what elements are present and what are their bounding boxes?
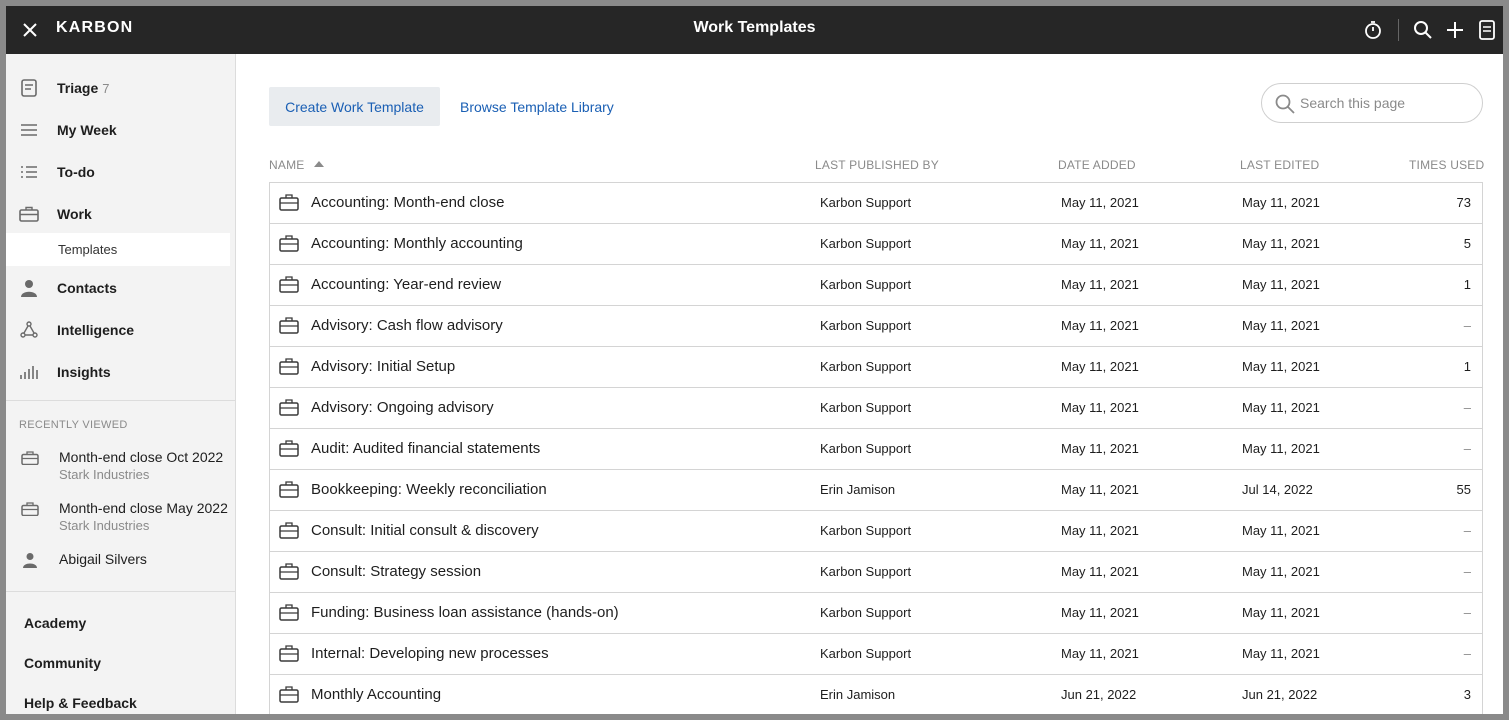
briefcase-icon: [19, 498, 41, 520]
briefcase-icon: [279, 357, 301, 377]
network-icon: [17, 318, 41, 342]
table-row[interactable]: [270, 388, 1482, 429]
briefcase-icon: [279, 275, 301, 295]
table-row[interactable]: [270, 634, 1482, 675]
briefcase-icon: [19, 447, 41, 469]
templates-table: [269, 182, 1483, 714]
table-row[interactable]: [270, 183, 1482, 224]
last-published-by: Karbon Support: [820, 564, 912, 579]
briefcase-icon: [279, 521, 301, 541]
sidebar-item-todo[interactable]: [6, 154, 236, 190]
last-published-by: Karbon Support: [820, 441, 912, 456]
column-header-name[interactable]: [269, 158, 324, 172]
template-name[interactable]: Accounting: Monthly accounting: [311, 235, 523, 252]
sidebar-item-intelligence[interactable]: [6, 312, 236, 348]
column-header-last-edited[interactable]: LAST EDITED: [1240, 158, 1320, 172]
table-row[interactable]: [270, 429, 1482, 470]
date-added: May 11, 2021: [1061, 195, 1139, 210]
last-published-by: Erin Jamison: [820, 482, 896, 497]
sidebar-divider: [6, 591, 236, 592]
sidebar-item-label: Insights: [57, 364, 111, 380]
briefcase-icon: [279, 234, 301, 254]
recent-item-name: Abigail Silvers: [59, 551, 147, 567]
triage-count: 7: [102, 80, 110, 96]
times-used: 5: [1463, 236, 1471, 251]
last-published-by: Karbon Support: [820, 523, 912, 538]
sidebar-item-insights[interactable]: [6, 354, 236, 390]
briefcase-icon: [279, 480, 301, 500]
toolbar-divider: [1398, 19, 1399, 41]
date-added: May 11, 2021: [1061, 359, 1139, 374]
last-edited: May 11, 2021: [1242, 441, 1320, 456]
sidebar-item-work[interactable]: [6, 196, 236, 232]
search-input[interactable]: [1300, 92, 1470, 114]
briefcase-icon: [279, 316, 301, 336]
times-used: 3: [1463, 687, 1471, 702]
person-icon: [19, 549, 41, 571]
table-row[interactable]: [270, 306, 1482, 347]
last-published-by: Karbon Support: [820, 195, 912, 210]
briefcase-icon: [279, 439, 301, 459]
sidebar-divider: [6, 400, 236, 401]
times-used: 55: [1456, 482, 1471, 497]
briefcase-icon: [17, 202, 41, 226]
template-name[interactable]: Audit: Audited financial statements: [311, 440, 541, 457]
briefcase-icon: [279, 562, 301, 582]
help-feedback-link[interactable]: Help & Feedback: [24, 695, 137, 711]
recently-viewed-title: RECENTLY VIEWED: [19, 419, 128, 431]
date-added: May 11, 2021: [1061, 400, 1139, 415]
recent-item[interactable]: [6, 447, 236, 487]
search-box[interactable]: [1261, 83, 1483, 123]
times-used: –: [1463, 646, 1471, 661]
sidebar-sub-label: Templates: [58, 242, 118, 257]
add-icon[interactable]: [1441, 16, 1469, 44]
template-name[interactable]: Funding: Business loan assistance (hands-on): [311, 604, 619, 621]
times-used: 1: [1463, 359, 1471, 374]
page-title: Work Templates: [693, 19, 816, 36]
times-used: –: [1463, 605, 1471, 620]
last-published-by: Karbon Support: [820, 605, 912, 620]
recent-item-name: Month-end close May 2022: [59, 500, 228, 516]
briefcase-icon: [279, 685, 301, 705]
timer-icon[interactable]: [1359, 16, 1387, 44]
browse-template-library-link[interactable]: Browse Template Library: [460, 98, 614, 115]
last-published-by: Karbon Support: [820, 400, 912, 415]
last-edited: May 11, 2021: [1242, 646, 1320, 661]
sidebar-item-label: To-do: [57, 164, 95, 180]
last-published-by: Karbon Support: [820, 359, 912, 374]
person-icon: [17, 276, 41, 300]
last-published-by: Karbon Support: [820, 318, 912, 333]
template-name[interactable]: Bookkeeping: Weekly reconciliation: [311, 481, 547, 498]
table-row[interactable]: [270, 675, 1482, 714]
last-edited: May 11, 2021: [1242, 564, 1320, 579]
recent-item-name: Month-end close Oct 2022: [59, 449, 224, 465]
last-edited: May 11, 2021: [1242, 523, 1320, 538]
recent-item-client: Stark Industries: [59, 467, 150, 482]
date-added: May 11, 2021: [1061, 646, 1139, 661]
template-name[interactable]: Advisory: Ongoing advisory: [311, 399, 494, 416]
date-added: May 11, 2021: [1061, 564, 1139, 579]
last-edited: May 11, 2021: [1242, 195, 1320, 210]
table-row[interactable]: [270, 552, 1482, 593]
bar-chart-icon: [17, 360, 41, 384]
briefcase-icon: [279, 398, 301, 418]
times-used: –: [1463, 441, 1471, 456]
last-edited: Jul 14, 2022: [1242, 482, 1313, 497]
date-added: May 11, 2021: [1061, 605, 1139, 620]
last-edited: May 11, 2021: [1242, 359, 1320, 374]
sidebar-item-label: Intelligence: [57, 322, 135, 338]
times-used: –: [1463, 523, 1471, 538]
last-published-by: Erin Jamison: [820, 687, 896, 702]
briefcase-icon: [279, 193, 301, 213]
table-row[interactable]: [270, 347, 1482, 388]
main-content: [237, 54, 1503, 714]
sidebar-item-label: Contacts: [57, 280, 117, 296]
date-added: Jun 21, 2022: [1061, 687, 1137, 702]
table-row[interactable]: [270, 470, 1482, 511]
top-bar: [6, 6, 1503, 54]
notes-icon[interactable]: [1473, 16, 1501, 44]
triage-icon: [17, 76, 41, 100]
column-header-times-used[interactable]: TIMES USED: [1409, 158, 1485, 172]
recent-item[interactable]: [6, 549, 236, 573]
template-name[interactable]: Advisory: Initial Setup: [311, 358, 456, 375]
recent-item-client: Stark Industries: [59, 518, 150, 533]
last-published-by: Karbon Support: [820, 646, 912, 661]
template-name[interactable]: Monthly Accounting: [311, 686, 442, 703]
times-used: –: [1463, 564, 1471, 579]
recent-item[interactable]: [6, 498, 236, 538]
sidebar-item-templates[interactable]: [6, 233, 230, 266]
community-link[interactable]: Community: [24, 655, 101, 671]
last-edited: May 11, 2021: [1242, 236, 1320, 251]
sidebar-item-label: Triage: [57, 80, 99, 96]
sidebar: [6, 54, 236, 714]
sidebar-item-contacts[interactable]: [6, 270, 236, 306]
template-name[interactable]: Consult: Initial consult & discovery: [311, 522, 539, 539]
column-header-last-published-by[interactable]: LAST PUBLISHED BY: [815, 158, 939, 172]
todo-list-icon: [17, 160, 41, 184]
last-published-by: Karbon Support: [820, 236, 912, 251]
briefcase-icon: [279, 603, 301, 623]
table-row[interactable]: [270, 593, 1482, 634]
date-added: May 11, 2021: [1061, 523, 1139, 538]
my-week-icon: [17, 118, 41, 142]
table-row[interactable]: [270, 265, 1482, 306]
sidebar-item-label: Work: [57, 206, 92, 222]
sort-ascending-icon: [314, 160, 324, 168]
times-used: –: [1463, 318, 1471, 333]
app-window: [6, 6, 1503, 714]
times-used: 1: [1463, 277, 1471, 292]
date-added: May 11, 2021: [1061, 236, 1139, 251]
template-name[interactable]: Accounting: Month-end close: [311, 194, 505, 211]
times-used: 73: [1456, 195, 1471, 210]
column-header-date-added[interactable]: DATE ADDED: [1058, 158, 1136, 172]
date-added: May 11, 2021: [1061, 318, 1139, 333]
brand-logo[interactable]: KARBON: [56, 19, 134, 36]
date-added: May 11, 2021: [1061, 482, 1139, 497]
times-used: –: [1463, 400, 1471, 415]
academy-link[interactable]: Academy: [24, 615, 87, 631]
last-published-by: Karbon Support: [820, 277, 912, 292]
table-row[interactable]: [270, 224, 1482, 265]
template-name[interactable]: Advisory: Cash flow advisory: [311, 317, 503, 334]
column-header-label: NAME: [269, 158, 305, 172]
last-edited: May 11, 2021: [1242, 318, 1320, 333]
table-row[interactable]: [270, 511, 1482, 552]
search-icon[interactable]: [1409, 16, 1437, 44]
template-name[interactable]: Accounting: Year-end review: [311, 276, 502, 293]
sidebar-item-my-week[interactable]: [6, 112, 236, 148]
last-edited: May 11, 2021: [1242, 277, 1320, 292]
template-name[interactable]: Consult: Strategy session: [311, 563, 482, 580]
sidebar-item-label: My Week: [57, 122, 117, 138]
briefcase-icon: [279, 644, 301, 664]
search-icon: [1274, 93, 1296, 115]
date-added: May 11, 2021: [1061, 441, 1139, 456]
date-added: May 11, 2021: [1061, 277, 1139, 292]
create-work-template-button[interactable]: Create Work Template: [269, 87, 440, 126]
last-edited: May 11, 2021: [1242, 400, 1320, 415]
last-edited: May 11, 2021: [1242, 605, 1320, 620]
sidebar-item-triage[interactable]: [6, 70, 236, 106]
last-edited: Jun 21, 2022: [1242, 687, 1318, 702]
template-name[interactable]: Internal: Developing new processes: [311, 645, 549, 662]
